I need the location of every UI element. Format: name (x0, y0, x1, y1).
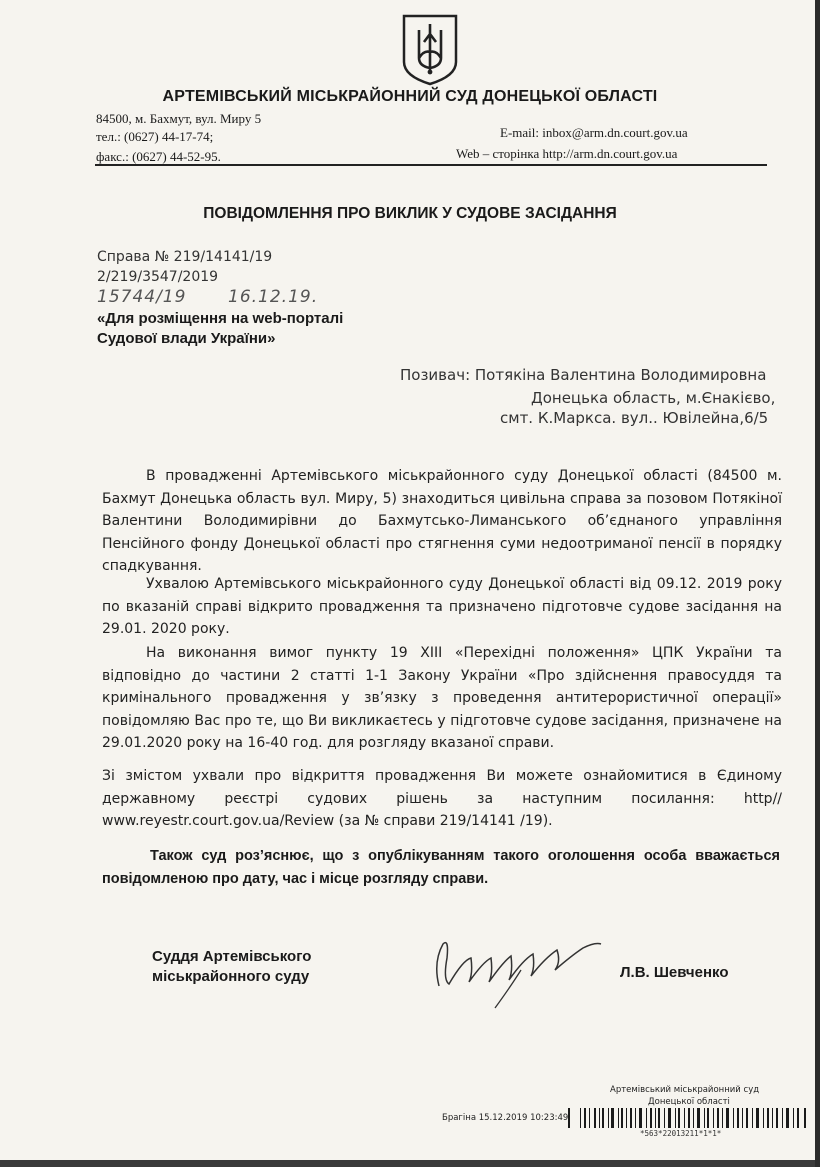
scan-edge (815, 0, 820, 1167)
judge-title-line2: міськрайонного суду (152, 968, 310, 985)
paragraph-ruling: Ухвалою Артемівського міськрайонного суду Донецької області від 09.12. 2019 року по вказаній справі відкрито провадження та призначено підготовче судове засідання на 29.01. 2020 року. (102, 576, 782, 637)
paragraph-case-description: В провадженні Артемівського міськрайонного суду Донецької області (84500 м. Бахмут Донецька область вул. Миру, 5) знаходиться цивільна справа за позовом Потякіної Валентини Володимирівни до Бахмутсько-Лиманського об’єднаного управління Пенсійного фонду Донецької області про стягнення суми недоотриманої пенсії в порядку спадкування. (102, 468, 782, 574)
handwritten-date: 16.12.19. (228, 287, 319, 307)
handwritten-reference: 15744/19 (97, 287, 187, 307)
plaintiff-address-line2: смт. К.Маркса. вул.. Ювілейна,6/5 (500, 409, 769, 427)
paragraph-summons: На виконання вимог пункту 19 ХІІІ «Перехідні положення» ЦПК України та відповідно до частини 2 статті 1-1 Закону України «Про здійснення правосуддя та кримінального провадження у зв’язку з проведення антитерористичної операції» повідомляю Вас про те, що Ви викликаєтесь у підготовче судове засідання, призначене на 29.01.2020 року на 16-40 год. для розгляду вказаної справи. (102, 645, 782, 751)
court-fax: факс.: (0627) 44-52-95. (96, 149, 221, 164)
judge-signature-icon (425, 928, 610, 1013)
barcode-number: *563*22013211*1*1* (640, 1129, 722, 1138)
plaintiff-address-line1: Донецька область, м.Єнакієво, (531, 389, 776, 407)
header-divider (95, 164, 767, 166)
case-number: Справа № 219/14141/19 (97, 249, 273, 265)
judge-name: Л.В. Шевченко (620, 964, 729, 981)
court-website: Web – сторінка http://arm.dn.court.gov.ua (456, 146, 678, 161)
coat-of-arms-icon (402, 12, 458, 86)
stamp-court-line2: Донецької області (648, 1097, 730, 1107)
court-address: 84500, м. Бахмут, вул. Миру 5 (96, 111, 262, 126)
paragraph-registry: Зі змістом ухвали про відкриття провадження Ви можете ознайомитися в Єдиному державному реєстрі судових рішень за наступним посилання: http// www.reyestr.court.gov.ua/Review (за № справи 219/14141 /19). (102, 768, 782, 829)
plaintiff-name: Позивач: Потякіна Валентина Володимировна (400, 366, 767, 384)
barcode-icon (568, 1108, 808, 1128)
stamp-court-line1: Артемівський міськрайонний суд (610, 1085, 760, 1095)
paragraph-notice: Також суд роз’яснює, що з опублікуванням такого оголошення особа вважається повідомленою про дату, час і місце розгляду справи. (102, 848, 780, 887)
publication-note-line1: «Для розміщення на web-порталі (97, 310, 344, 327)
proceeding-number: 2/219/3547/2019 (97, 269, 219, 285)
document-title: ПОВІДОМЛЕННЯ ПРО ВИКЛИК У СУДОВЕ ЗАСІДАННЯ (203, 205, 617, 222)
court-name: АРТЕМІВСЬКИЙ МІСЬКРАЙОННИЙ СУД ДОНЕЦЬКОЇ ОБЛАСТІ (162, 88, 658, 105)
judge-title-line1: Суддя Артемівського (152, 948, 312, 965)
stamp-registration: Брагіна 15.12.2019 10:23:49 (442, 1113, 569, 1123)
publication-note-line2: Судової влади України» (97, 330, 276, 347)
court-email: E-mail: inbox@arm.dn.court.gov.ua (500, 125, 688, 140)
court-phone: тел.: (0627) 44-17-74; (96, 129, 214, 144)
